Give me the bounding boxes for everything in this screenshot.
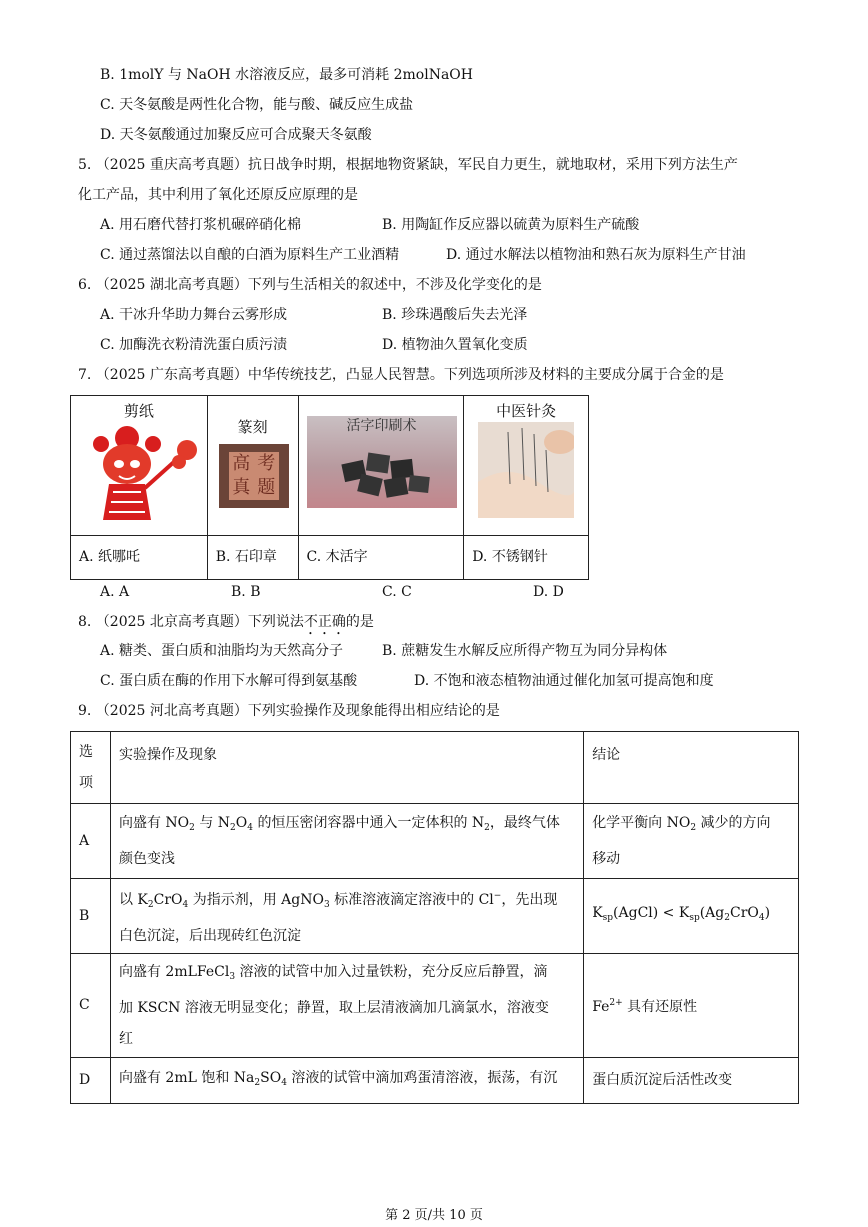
header-option: 选 项 — [71, 732, 111, 804]
header-operation: 实验操作及现象 — [110, 732, 583, 804]
q7-cell-acupuncture — [464, 396, 589, 536]
acupuncture-caption: 中医针灸 — [496, 402, 557, 420]
q6-option-a: A. 干冰升华助力舞台云雾形成 — [100, 307, 288, 323]
row-operation: 向盛有 2mLFeCl$_3$ 溶液的试管中加入过量铁粉，充分反应后静置，滴 加 KSCN 溶液无明显变化；静置，取上层清液滴加几滴氯水，溶液变 红 — [110, 954, 583, 1058]
q9-table — [70, 731, 799, 1104]
q6-option-c: C. 加酶洗衣粉清洗蛋白质污渍 — [100, 337, 288, 353]
header-conclusion: 结论 — [584, 732, 799, 804]
q8-option-d: D. 不饱和液态植物油通过催化加氢可提高饱和度 — [414, 673, 714, 689]
row-key: A — [71, 804, 111, 879]
table-row — [71, 954, 799, 1058]
movable-type-caption: 活字印刷术 — [346, 418, 417, 434]
q6-option-d: D. 植物油久置氧化变质 — [382, 337, 528, 353]
q7-cell-movable-type — [298, 396, 464, 536]
q5-option-a: A. 用石磨代替打浆机碾碎硝化棉 — [100, 217, 302, 233]
papercut-caption: 剪纸 — [123, 402, 154, 420]
q5-option-d: D. 通过水解法以植物油和熟石灰为原料生产甘油 — [446, 247, 746, 263]
q7-cell-seal — [207, 396, 298, 536]
q7-option-a: A. A — [100, 584, 130, 600]
table-row — [71, 1058, 799, 1104]
q7-label-a: A. 纸哪吒 — [71, 536, 208, 580]
q7-label-d: D. 不锈钢针 — [464, 536, 589, 580]
q4-option-c: C. 天冬氨酸是两性化合物，能与酸、碱反应生成盐 — [100, 97, 414, 113]
q7-label-c: C. 木活字 — [298, 536, 464, 580]
row-key: B — [71, 879, 111, 954]
acupuncture-needle-image — [478, 422, 574, 518]
papercut-nezha-image — [79, 422, 199, 527]
q5-option-b: B. 用陶缸作反应器以硫黄为原料生产硫酸 — [382, 217, 640, 233]
row-conclusion: 化学平衡向 $NO_2$ 减少的方向 移动 — [584, 804, 799, 879]
q6-stem: 6. （2025 湖北高考真题）下列与生活相关的叙述中，不涉及化学变化的是 — [78, 277, 542, 293]
seal-char: 真 — [232, 477, 251, 498]
q4-option-b: B. 1molY 与 NaOH 水溶液反应，最多可消耗 2molNaOH — [100, 67, 473, 83]
table-row — [71, 879, 799, 954]
q5-stem-line1: 5. （2025 重庆高考真题）抗日战争时期，根据地物资紧缺，军民自力更生，就地取材，采用下列方法生产 — [78, 157, 738, 173]
row-conclusion: 蛋白质沉淀后活性改变 — [584, 1058, 799, 1104]
q7-cell-papercut — [71, 396, 208, 536]
row-operation: 向盛有 2mL 饱和 $Na_2SO_4$ 溶液的试管中滴加鸡蛋清溶液，振荡，有沉 — [110, 1058, 583, 1104]
row-operation: 向盛有 $NO_2$ 与 $N_2O_4$ 的恒压密闭容器中通入一定体积的 $N_2$，最终气体 颜色变浅 — [110, 804, 583, 879]
row-key: D — [71, 1058, 111, 1104]
row-operation: 以 $K_2CrO_4$ 为指示剂，用 AgNO$_3$ 标准溶液滴定溶液中的 Cl−，先出现 白色沉淀，后出现砖红色沉淀 — [110, 879, 583, 954]
q7-label-b: B. 石印章 — [207, 536, 298, 580]
seal-char: 考 — [257, 453, 276, 474]
q9-stem: 9. （2025 河北高考真题）下列实验操作及现象能得出相应结论的是 — [78, 703, 500, 719]
q7-stem: 7. （2025 广东高考真题）中华传统技艺，凸显人民智慧。下列选项所涉及材料的主要成分属于合金的是 — [78, 367, 724, 383]
row-conclusion: $Fe^{2+}$ 具有还原性 — [584, 954, 799, 1058]
table-row — [71, 732, 799, 804]
page-footer: 第 2 页/共 10 页 — [385, 1208, 483, 1223]
row-key: C — [71, 954, 111, 1058]
q4-option-d: D. 天冬氨酸通过加聚反应可合成聚天冬氨酸 — [100, 127, 372, 143]
seal-caption: 篆刻 — [237, 418, 268, 436]
q6-option-b: B. 珍珠遇酸后失去光泽 — [382, 307, 528, 323]
seal-char: 高 — [232, 453, 251, 474]
q7-option-b: B. B — [231, 584, 261, 600]
table-row — [71, 804, 799, 879]
seal-stone-image — [219, 444, 289, 508]
q5-stem-line2: 化工产品，其中利用了氧化还原反应原理的是 — [78, 187, 358, 203]
q7-option-c: C. C — [382, 584, 412, 600]
row-conclusion: $K_{sp}(AgCl) < K_{sp}(Ag_2CrO_4)$ — [584, 879, 799, 954]
q8-option-c: C. 蛋白质在酶的作用下水解可得到氨基酸 — [100, 673, 358, 689]
q7-option-d: D. D — [533, 584, 564, 600]
q8-emphasis: 不正确 — [303, 614, 346, 630]
q8-option-b: B. 蔗糖发生水解反应所得产物互为同分异构体 — [382, 643, 668, 659]
q8-stem: 8. （2025 北京高考真题）下列说法不正确的是 — [78, 614, 374, 630]
movable-type-image — [307, 416, 457, 508]
seal-char: 题 — [257, 477, 276, 498]
q7-image-table — [70, 395, 589, 580]
q5-option-c: C. 通过蒸馏法以自酿的白酒为原料生产工业酒精 — [100, 247, 400, 263]
q8-option-a: A. 糖类、蛋白质和油脂均为天然高分子 — [100, 643, 344, 659]
